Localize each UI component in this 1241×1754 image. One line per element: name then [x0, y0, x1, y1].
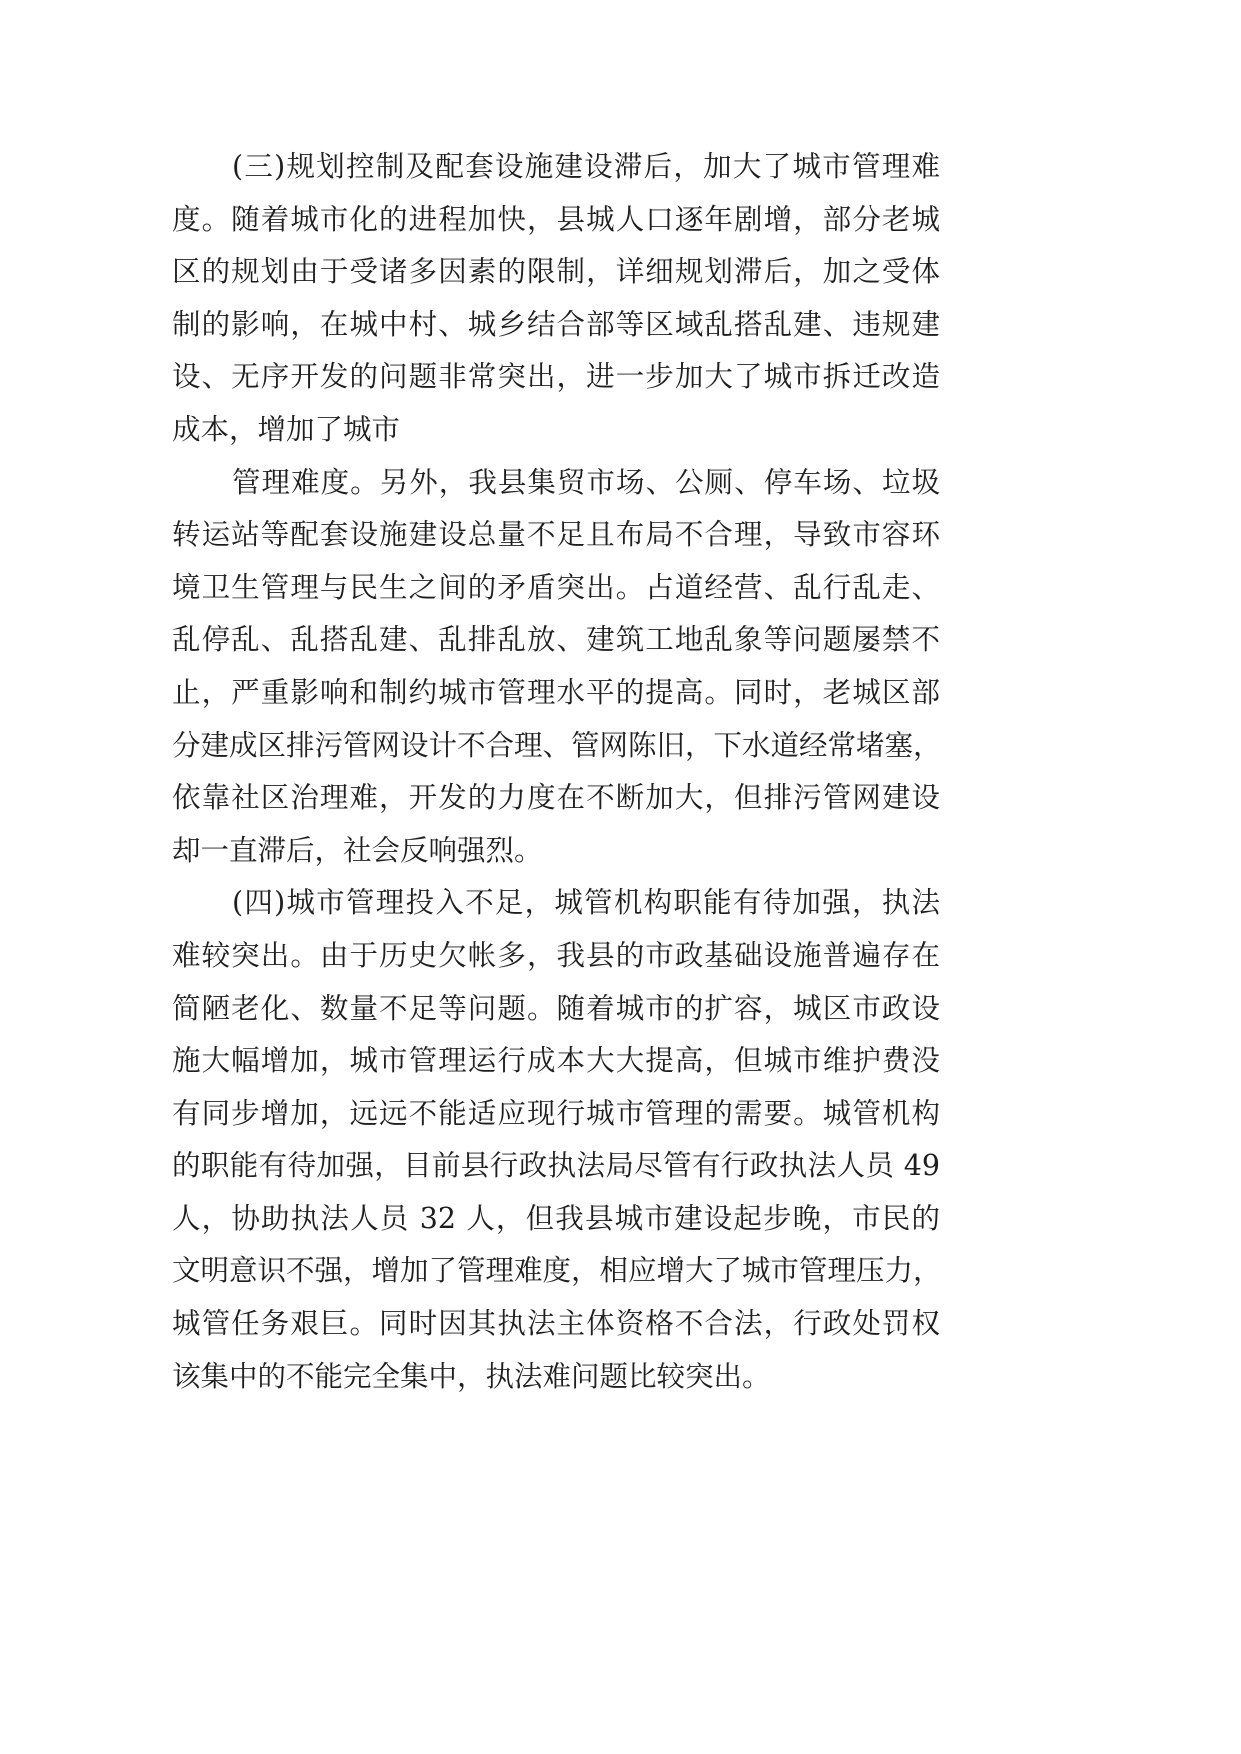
paragraph-line: 境卫生管理与民生之间的矛盾突出。占道经营、乱行乱走、: [172, 570, 940, 604]
paragraph-line: 度。随着城市化的进程加快，县城人口逐年剧增，部分老城: [172, 202, 940, 236]
paragraph-line: 管理难度。另外，我县集贸市场、公厕、停车场、垃圾: [232, 465, 940, 499]
document-page: [172, 141, 940, 1403]
paragraph-line: 设、无序开发的问题非常突出，进一步加大了城市拆迁改造: [172, 360, 940, 394]
paragraph-line: 依靠社区治理难，开发的力度在不断加大，但排污管网建设: [172, 781, 940, 815]
paragraph-line: 该集中的不能完全集中，执法难问题比较突出。: [172, 1359, 771, 1393]
paragraph-line: 简陋老化、数量不足等问题。随着城市的扩容，城区市政设: [172, 991, 940, 1025]
paragraph-line: 人，协助执法人员 32 人，但我县城市建设起步晚，市民的: [172, 1201, 940, 1235]
paragraph-line: 止，严重影响和制约城市管理水平的提高。同时，老城区部: [172, 675, 940, 709]
paragraph-line: 分建成区排污管网设计不合理、管网陈旧，下水道经常堵塞，: [172, 728, 942, 762]
paragraph-line: 转运站等配套设施建设总量不足且布局不合理，导致市容环: [172, 518, 940, 552]
paragraph-4-insufficient-investment: [172, 877, 940, 1403]
paragraph-management-difficulty: [172, 457, 940, 878]
paragraph-line: 制的影响，在城中村、城乡结合部等区域乱搭乱建、违规建: [172, 307, 940, 341]
paragraph-line: (三)规划控制及配套设施建设滞后，加大了城市管理难: [232, 150, 940, 183]
paragraph-line: 难较突出。由于历史欠帐多，我县的市政基础设施普遍存在: [172, 938, 940, 972]
paragraph-line: 文明意识不强，增加了管理难度，相应增大了城市管理压力，: [172, 1254, 942, 1288]
paragraph-line: (四)城市管理投入不足，城管机构职能有待加强，执法: [232, 886, 940, 920]
paragraph-line: 的职能有待加强，目前县行政执法局尽管有行政执法人员 49: [172, 1149, 940, 1183]
paragraph-3-planning-control: [172, 141, 940, 457]
paragraph-line: 城管任务艰巨。同时因其执法主体资格不合法，行政处罚权: [172, 1307, 940, 1341]
paragraph-line: 成本，增加了城市: [172, 412, 401, 446]
paragraph-line: 有同步增加，远远不能适应现行城市管理的需要。城管机构: [172, 1096, 940, 1130]
paragraph-line: 区的规划由于受诸多因素的限制，详细规划滞后，加之受体: [172, 255, 940, 289]
paragraph-line: 却一直滞后，社会反响强烈。: [172, 833, 543, 867]
paragraph-line: 施大幅增加，城市管理运行成本大大提高，但城市维护费没: [172, 1044, 940, 1078]
paragraph-line: 乱停乱、乱搭乱建、乱排乱放、建筑工地乱象等问题屡禁不: [172, 623, 940, 657]
